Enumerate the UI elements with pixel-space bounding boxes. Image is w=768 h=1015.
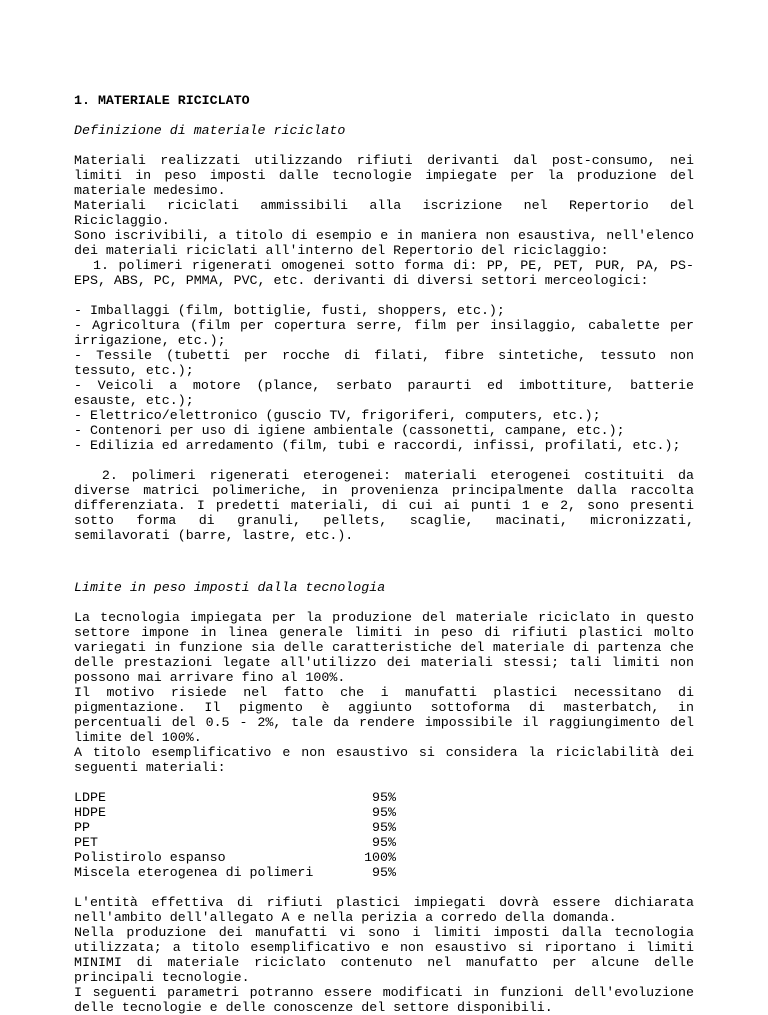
table-row	[74, 865, 396, 880]
material-name: PET	[74, 835, 98, 850]
section-heading: 1. MATERIALE RICICLATO	[74, 93, 250, 108]
material-name: Polistirolo espanso	[74, 850, 226, 865]
document-page	[74, 93, 694, 1015]
admissible-paragraph: Materiali riciclati ammissibili alla iscrizione nel Repertorio del Riciclaggio.	[74, 198, 694, 228]
sector-item: - Veicoli a motore (plance, serbato paraurti ed imbottiture, batterie esauste, etc.);	[74, 378, 694, 408]
material-percentage: 95%	[372, 835, 396, 850]
technology-paragraph: La tecnologia impiegata per la produzione del materiale riciclato in questo settore impone in linea generale limiti in peso di rifiuti plastici molto variegati in funzione sia delle caratteristiche del materiale di partenza che delle prestazioni legate all'utilizzo dei materiali stessi; tali limiti non possono mai arrivare fino al 100%.	[74, 610, 694, 685]
table-row	[74, 820, 396, 835]
material-percentage: 100%	[364, 850, 396, 865]
recyclability-intro: A titolo esemplificativo e non esaustivo si considera la riciclabilità dei seguenti materiali:	[74, 745, 694, 775]
sector-item: - Contenori per uso di igiene ambientale (cassonetti, campane, etc.);	[74, 423, 625, 438]
table-row	[74, 790, 396, 805]
table-row	[74, 835, 396, 850]
subheading-weight-limits: Limite in peso imposti dalla tecnologia	[74, 580, 386, 595]
sector-item: - Elettrico/elettronico (guscio TV, frigoriferi, computers, etc.);	[74, 408, 601, 423]
minimum-limits-paragraph: Nella produzione dei manufatti vi sono i limiti imposti dalla tecnologia utilizzata; a titolo esemplificativo e non esaustivo si riportano i limiti MINIMI di materiale riciclato contenuto nel manufatto per alcune delle principali tecnologie.	[74, 925, 694, 985]
list-item-homogeneous: 1. polimeri rigenerati omogenei sotto forma di: PP, PE, PET, PUR, PA, PS-EPS, ABS, PC, PMMA, PVC, etc. derivanti di diversi settori merceologici:	[74, 258, 694, 288]
parameters-paragraph: I seguenti parametri potranno essere modificati in funzioni dell'evoluzione delle tecnologie e delle conoscenze del settore disponibili.	[74, 985, 694, 1015]
pigment-paragraph: Il motivo risiede nel fatto che i manufatti plastici necessitano di pigmentazione. Il pigmento è aggiunto sottoforma di masterbatch, in percentuali del 0.5 - 2%, tale da rendere impossibile il raggiungimento del limite del 100%.	[74, 685, 694, 745]
declaration-paragraph: L'entità effettiva di rifiuti plastici impiegati dovrà essere dichiarata nell'ambito dell'allegato A e nella perizia a corredo della domanda.	[74, 895, 694, 925]
sector-item: - Edilizia ed arredamento (film, tubi e raccordi, infissi, profilati, etc.);	[74, 438, 681, 453]
sector-item: - Agricoltura (film per copertura serre, film per insilaggio, cabalette per irrigazione, etc.);	[74, 318, 694, 348]
material-name: HDPE	[74, 805, 106, 820]
material-name: PP	[74, 820, 90, 835]
sector-item: - Tessile (tubetti per rocche di filati, fibre sintetiche, tessuto non tessuto, etc.);	[74, 348, 694, 378]
material-percentage: 95%	[372, 790, 396, 805]
subheading-definition: Definizione di materiale riciclato	[74, 123, 346, 138]
sector-list	[74, 303, 694, 453]
material-percentage: 95%	[372, 805, 396, 820]
list-item-heterogeneous: 2. polimeri rigenerati eterogenei: materiali eterogenei costituiti da diverse matrici polimeriche, in provenienza principalmente dalla raccolta differenziata. I predetti materiali, di cui ai punti 1 e 2, sono presenti sotto forma di granuli, pellets, scaglie, macinati, micronizzati, semilavorati (barre, lastre, etc.).	[74, 468, 694, 543]
table-row	[74, 805, 396, 820]
recyclability-table	[74, 790, 396, 880]
registrable-paragraph: Sono iscrivibili, a titolo di esempio e in maniera non esaustiva, nell'elenco dei materiali riciclati all'interno del Repertorio del riciclaggio:	[74, 228, 694, 258]
material-percentage: 95%	[372, 820, 396, 835]
sector-item: - Imballaggi (film, bottiglie, fusti, shoppers, etc.);	[74, 303, 505, 318]
material-name: Miscela eterogenea di polimeri	[74, 865, 314, 880]
definition-paragraph: Materiali realizzati utilizzando rifiuti derivanti dal post-consumo, nei limiti in peso imposti dalle tecnologie impiegate per la produzione del materiale medesimo.	[74, 153, 694, 198]
material-percentage: 95%	[372, 865, 396, 880]
material-name: LDPE	[74, 790, 106, 805]
table-row	[74, 850, 396, 865]
